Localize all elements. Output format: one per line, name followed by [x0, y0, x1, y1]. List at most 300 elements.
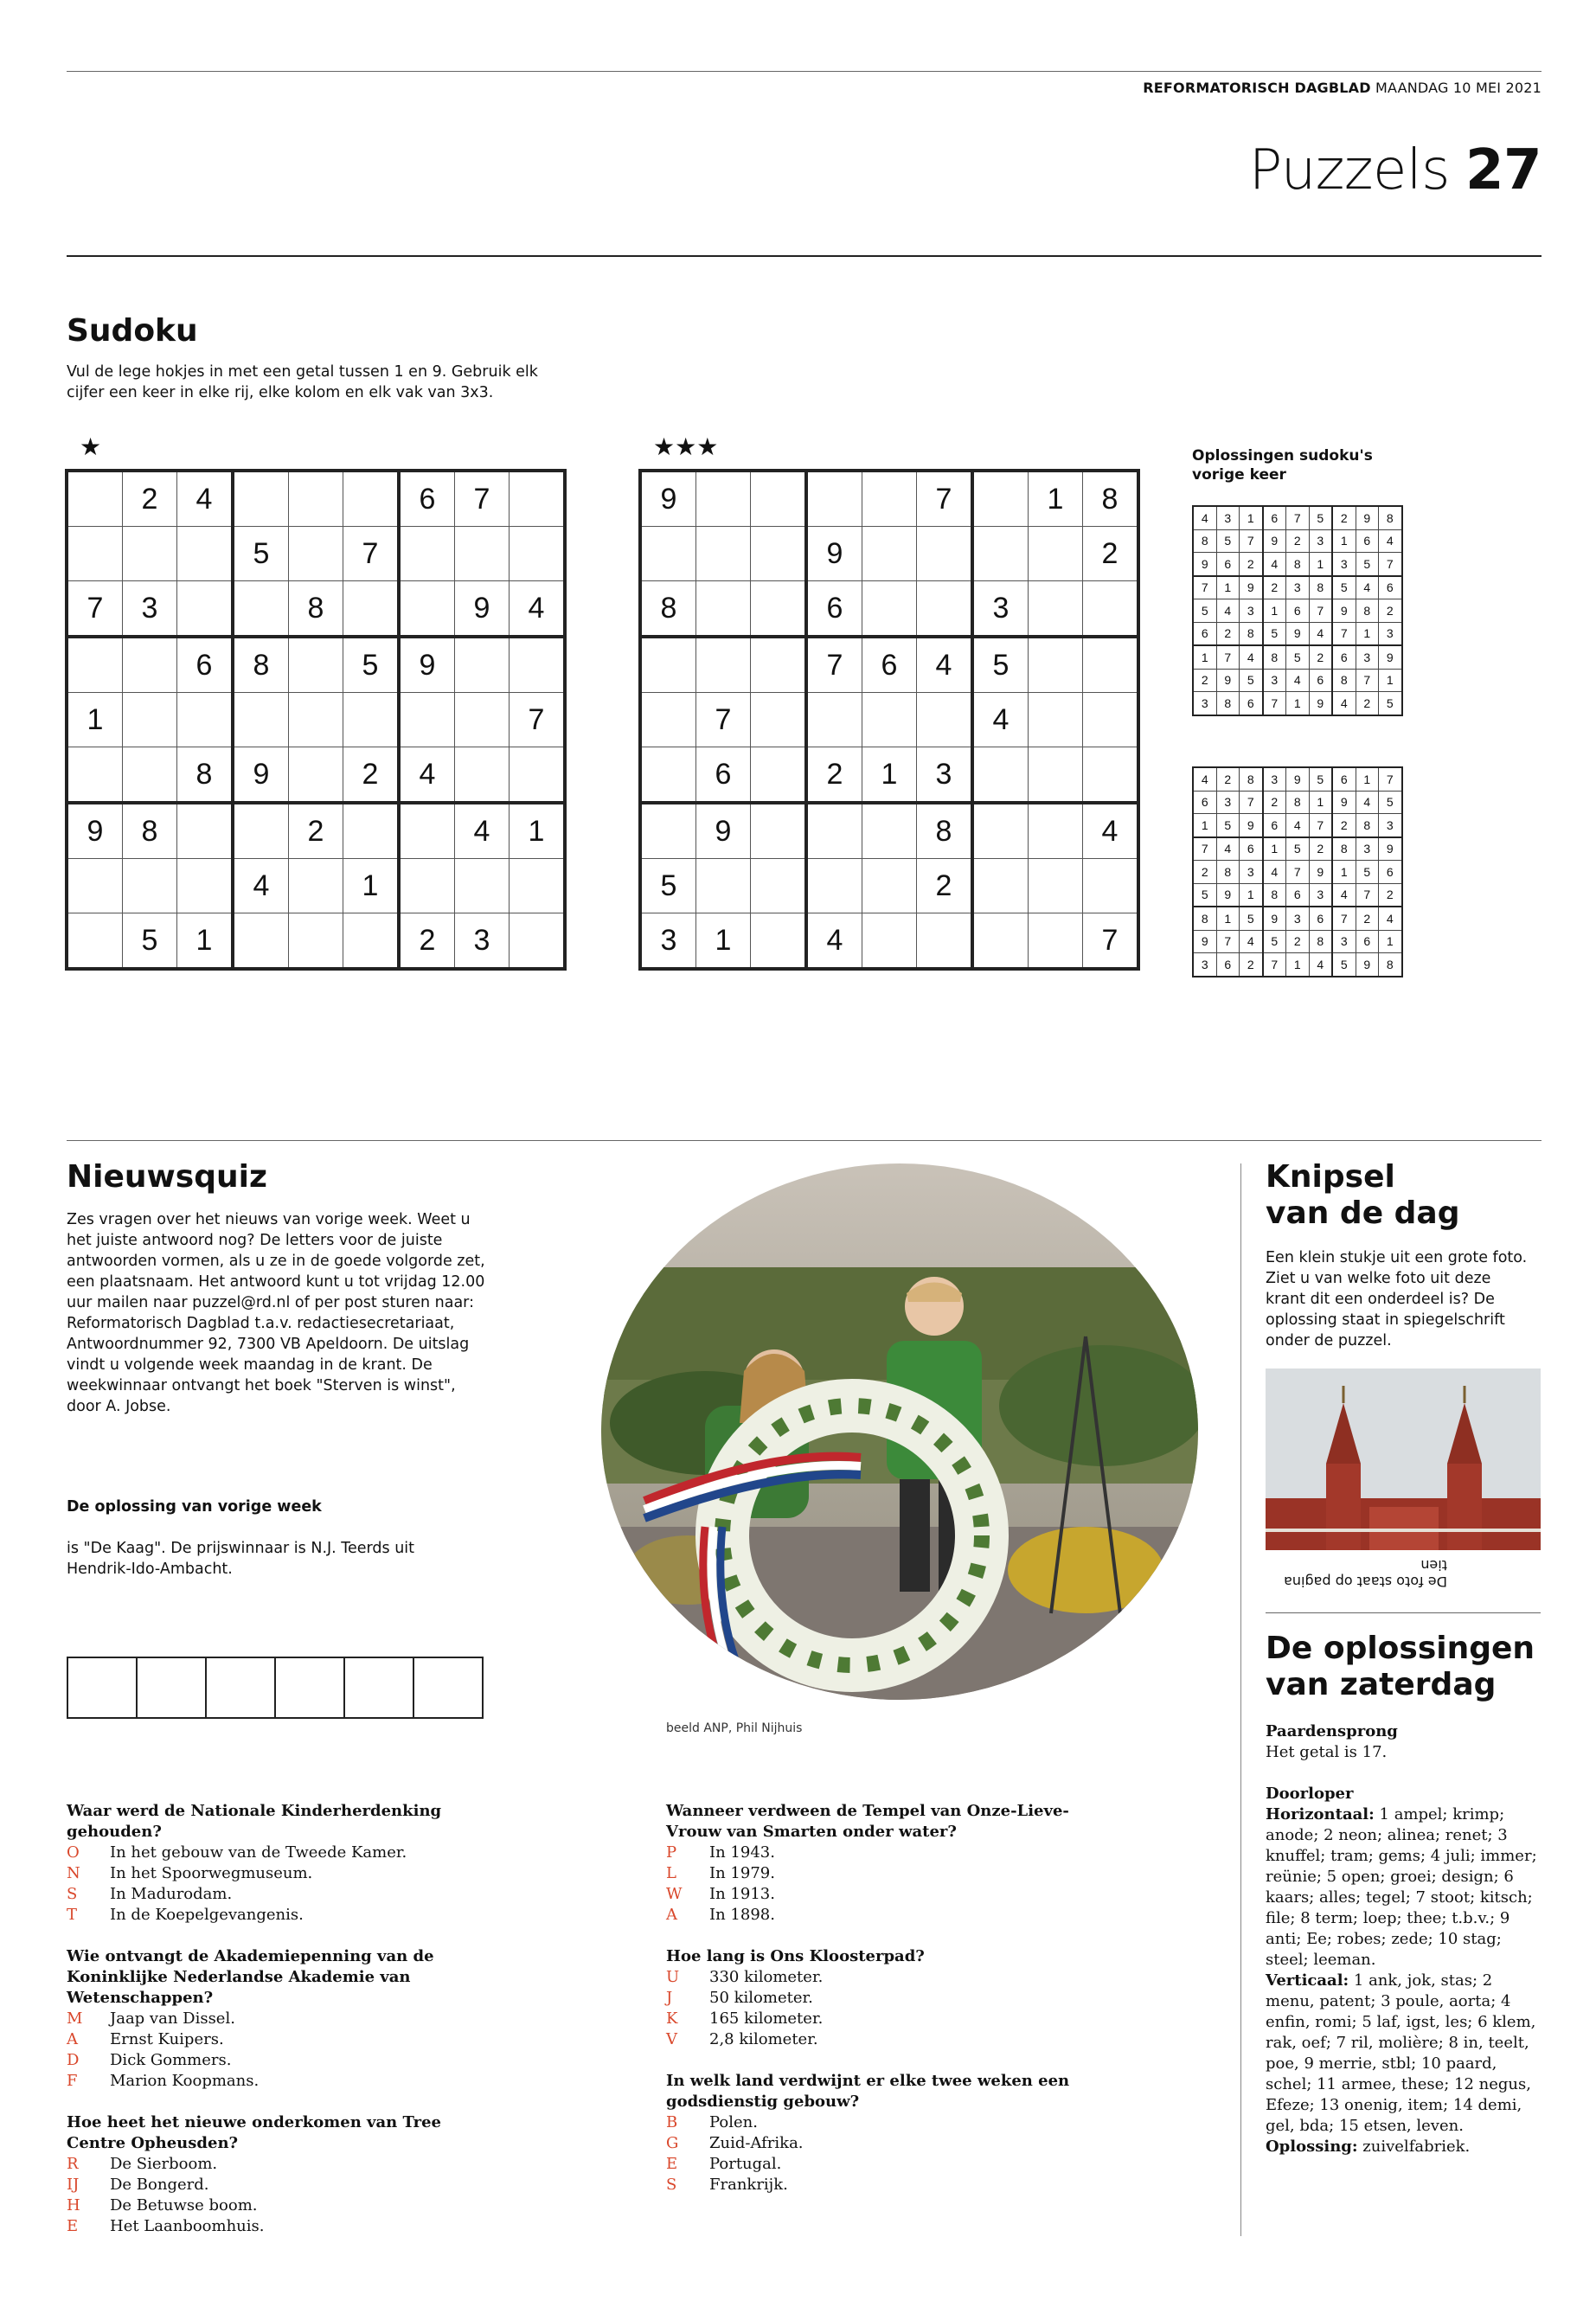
quiz-title: Nieuwsquiz [67, 1159, 267, 1195]
sudoku-cell[interactable] [67, 527, 123, 581]
sudoku-cell[interactable] [399, 581, 455, 638]
sudoku-cell[interactable]: 9 [399, 637, 455, 693]
solution-cell: 2 [1193, 669, 1216, 692]
sudoku-cell[interactable] [289, 527, 343, 581]
option-text: In 1913. [709, 1885, 775, 1903]
sudoku-cell[interactable]: 2 [917, 859, 973, 913]
solution-cell: 5 [1356, 861, 1379, 884]
solution-cell: 8 [1286, 553, 1310, 576]
answer-option [67, 1884, 490, 1905]
solution-cell: 8 [1240, 622, 1263, 645]
sudoku-cell[interactable]: 7 [455, 471, 510, 527]
sudoku-cell[interactable] [510, 471, 566, 527]
answer-option [666, 1905, 1073, 1926]
option-text: In Madurodam. [110, 1885, 233, 1903]
solution-cell: 2 [1309, 645, 1332, 669]
sudoku-cell[interactable] [696, 581, 751, 638]
solution-cell: 9 [1240, 576, 1263, 599]
sudoku-cell[interactable] [640, 693, 696, 747]
solution-cell: 7 [1309, 814, 1332, 837]
sudoku-cell[interactable] [751, 637, 807, 693]
sudoku-cell[interactable] [640, 637, 696, 693]
sudoku-cell[interactable] [1029, 803, 1083, 859]
solution-cell: 3 [1286, 907, 1310, 930]
sudoku-cell[interactable]: 3 [123, 581, 177, 638]
answer-box[interactable] [136, 1657, 207, 1719]
sudoku-cell[interactable]: 7 [1083, 913, 1139, 970]
sudoku-cell[interactable]: 2 [343, 747, 400, 804]
sudoku-cell[interactable] [510, 637, 566, 693]
solution-cell: 7 [1356, 669, 1379, 692]
sudoku-cell[interactable] [1029, 527, 1083, 581]
sudoku-cell[interactable] [289, 471, 343, 527]
solution-cell: 3 [1286, 576, 1310, 599]
sudoku-cell[interactable]: 1 [696, 913, 751, 970]
quiz-question [67, 1946, 490, 2092]
solution-cell: 7 [1216, 930, 1240, 953]
solution-cell: 8 [1263, 883, 1286, 907]
solution-cell: 1 [1216, 907, 1240, 930]
photo-wreath-children [601, 1163, 1198, 1700]
sudoku-cell[interactable] [455, 747, 510, 804]
sudoku-cell[interactable] [917, 581, 973, 638]
sudoku-cell[interactable]: 4 [972, 693, 1029, 747]
solution-cell: 5 [1332, 953, 1356, 977]
sudoku-cell[interactable]: 4 [510, 581, 566, 638]
solution-cell: 9 [1193, 553, 1216, 576]
sudoku-cell[interactable] [862, 471, 917, 527]
solution-cell: 2 [1356, 692, 1379, 715]
sudoku-cell[interactable] [343, 913, 400, 970]
sudoku-cell[interactable] [67, 913, 123, 970]
sudoku-cell[interactable]: 4 [917, 637, 973, 693]
sudoku-cell[interactable] [177, 581, 234, 638]
sudoku-cell[interactable] [289, 747, 343, 804]
solution-cell: 5 [1379, 692, 1402, 715]
knipsel-image [1266, 1368, 1541, 1550]
sudoku-cell[interactable] [972, 471, 1029, 527]
sudoku-cell[interactable]: 5 [640, 859, 696, 913]
sudoku-cell[interactable]: 8 [640, 581, 696, 638]
sudoku-cell[interactable] [917, 527, 973, 581]
sudoku-cell[interactable]: 5 [972, 637, 1029, 693]
option-text: In 1943. [709, 1843, 775, 1862]
answer-option [67, 2175, 490, 2195]
question-text: In welk land verdwijnt er elke twee weken een godsdienstig gebouw? [666, 2072, 1070, 2111]
solution-cell: 3 [1263, 669, 1286, 692]
sudoku-cell[interactable] [751, 693, 807, 747]
option-text: Ernst Kuipers. [110, 2030, 224, 2048]
solution-cell: 1 [1193, 645, 1216, 669]
answer-box[interactable] [67, 1657, 138, 1719]
questions-left-column [67, 1801, 490, 2258]
solution-cell: 5 [1309, 506, 1332, 529]
section-divider [67, 1140, 1542, 1141]
solution-cell: 2 [1379, 599, 1402, 623]
sudoku-cell[interactable]: 7 [696, 693, 751, 747]
option-text: De Bongerd. [110, 2176, 209, 2194]
option-text: Portugal. [709, 2155, 782, 2173]
sudoku-cell[interactable] [510, 913, 566, 970]
sudoku-cell[interactable]: 8 [233, 637, 289, 693]
sudoku-cell[interactable]: 9 [455, 581, 510, 638]
solution-cell: 9 [1286, 622, 1310, 645]
solution-cell: 1 [1379, 669, 1402, 692]
sudoku-cell[interactable]: 7 [806, 637, 862, 693]
sudoku-cell[interactable] [399, 803, 455, 859]
option-letter: B [666, 2113, 678, 2131]
sudoku-cell[interactable] [289, 637, 343, 693]
sudoku-cell[interactable]: 2 [123, 471, 177, 527]
sudoku-cell[interactable] [751, 527, 807, 581]
sudoku-cell[interactable] [862, 803, 917, 859]
option-letter: O [67, 1843, 80, 1862]
sudoku-cell[interactable]: 2 [1083, 527, 1139, 581]
option-letter: P [666, 1843, 677, 1862]
answer-option [666, 2029, 1073, 2050]
solution-cell: 2 [1332, 506, 1356, 529]
sudoku-cell[interactable] [972, 747, 1029, 804]
sudoku-cell[interactable] [123, 693, 177, 747]
sudoku-cell[interactable]: 8 [123, 803, 177, 859]
solution-cell: 4 [1240, 930, 1263, 953]
solution-cell: 2 [1240, 953, 1263, 977]
sudoku-cell[interactable] [455, 859, 510, 913]
sudoku-cell[interactable] [751, 581, 807, 638]
sudoku-cell[interactable] [640, 527, 696, 581]
solution-cell: 8 [1309, 930, 1332, 953]
answer-option [67, 2050, 490, 2071]
sudoku-cell[interactable] [806, 693, 862, 747]
answer-box[interactable] [413, 1657, 484, 1719]
sudoku-cell[interactable]: 9 [640, 471, 696, 527]
solution-cell: 6 [1332, 767, 1356, 791]
sudoku-cell[interactable] [1029, 747, 1083, 804]
sudoku-cell[interactable] [233, 913, 289, 970]
solution-cell: 1 [1332, 529, 1356, 553]
solution-cell: 1 [1356, 767, 1379, 791]
sudoku-cell[interactable]: 1 [67, 693, 123, 747]
solution-cell: 9 [1263, 529, 1286, 553]
sudoku-cell[interactable] [343, 581, 400, 638]
sudoku-cell[interactable] [1029, 693, 1083, 747]
solution-cell: 2 [1240, 553, 1263, 576]
solution-cell: 5 [1263, 930, 1286, 953]
sudoku-cell[interactable] [67, 471, 123, 527]
sudoku-cell[interactable]: 9 [696, 803, 751, 859]
solution-cell: 9 [1216, 669, 1240, 692]
solution-grid-1 [1192, 505, 1403, 716]
sudoku-cell[interactable] [806, 859, 862, 913]
solution-cell: 3 [1356, 645, 1379, 669]
sudoku-cell[interactable] [177, 693, 234, 747]
sudoku-cell[interactable]: 1 [177, 913, 234, 970]
sudoku-cell[interactable] [972, 803, 1029, 859]
sudoku-cell[interactable] [1029, 581, 1083, 638]
option-text: Jaap van Dissel. [110, 2009, 235, 2028]
questions-right-column [666, 1801, 1073, 2216]
sudoku-cell[interactable]: 6 [806, 581, 862, 638]
knipsel-title-line2: van de dag [1266, 1195, 1460, 1231]
solution-cell: 3 [1193, 953, 1216, 977]
solution-cell: 7 [1379, 553, 1402, 576]
sudoku-cell[interactable]: 6 [862, 637, 917, 693]
sudoku-cell[interactable] [1029, 637, 1083, 693]
sudoku-cell[interactable] [862, 581, 917, 638]
sudoku-cell[interactable] [67, 637, 123, 693]
section-name: Puzzels [1248, 138, 1450, 202]
sudoku-cell[interactable] [1029, 913, 1083, 970]
sudoku-cell[interactable]: 7 [510, 693, 566, 747]
sudoku-cell[interactable]: 4 [455, 803, 510, 859]
question-text: Wie ontvangt de Akademiepenning van de Koninklijke Nederlandse Akademie van Wetenschappen? [67, 1947, 434, 2007]
sudoku-cell[interactable] [696, 637, 751, 693]
sudoku-cell[interactable] [510, 527, 566, 581]
solution-cell: 8 [1309, 576, 1332, 599]
solution-cell: 1 [1332, 861, 1356, 884]
sudoku-cell[interactable]: 5 [233, 527, 289, 581]
sudoku-cell[interactable]: 9 [67, 803, 123, 859]
solution-cell: 2 [1263, 791, 1286, 814]
difficulty-stars-2: ★★★ [653, 433, 719, 461]
solution-cell: 6 [1240, 837, 1263, 861]
knipsel-text: Een klein stukje uit een grote foto. Ziet u van welke foto uit deze krant dit een onderdeel is? De oplossing staat in spiegelschrift onder de puzzel. [1266, 1249, 1528, 1349]
solution-cell: 5 [1240, 907, 1263, 930]
sudoku-cell[interactable] [917, 913, 973, 970]
option-text: 50 kilometer. [709, 1989, 813, 2007]
option-letter: J [666, 1989, 673, 2007]
sudoku-cell[interactable]: 8 [1083, 471, 1139, 527]
horizontal-label: Horizontaal: [1266, 1805, 1375, 1823]
solution-cell: 7 [1286, 861, 1310, 884]
sudoku-cell[interactable]: 6 [696, 747, 751, 804]
answer-option [67, 1863, 490, 1884]
sudoku-cell[interactable]: 4 [177, 471, 234, 527]
sudoku-cell[interactable] [233, 803, 289, 859]
sudoku-cell[interactable] [917, 693, 973, 747]
sudoku-cell[interactable]: 9 [806, 527, 862, 581]
sudoku-cell[interactable] [399, 527, 455, 581]
sudoku-cell[interactable]: 1 [862, 747, 917, 804]
sudoku-cell[interactable] [972, 913, 1029, 970]
masthead-paper: REFORMATORISCH DAGBLAD [1143, 80, 1371, 96]
sudoku-cell[interactable] [399, 693, 455, 747]
option-letter: A [666, 1906, 677, 1924]
sudoku-cell[interactable] [751, 859, 807, 913]
sudoku-cell[interactable] [862, 693, 917, 747]
sudoku-cell[interactable] [123, 859, 177, 913]
sudoku-cell[interactable]: 4 [806, 913, 862, 970]
sudoku-cell[interactable]: 2 [289, 803, 343, 859]
sudoku-cell[interactable]: 4 [399, 747, 455, 804]
sudoku-cell[interactable]: 8 [917, 803, 973, 859]
sudoku-cell[interactable] [751, 747, 807, 804]
sudoku-cell[interactable] [862, 913, 917, 970]
sudoku-cell[interactable] [972, 859, 1029, 913]
sudoku-cell[interactable] [455, 637, 510, 693]
sudoku-cell[interactable] [399, 859, 455, 913]
sudoku-cell[interactable] [862, 527, 917, 581]
sudoku-cell[interactable]: 8 [289, 581, 343, 638]
solution-cell: 1 [1379, 930, 1402, 953]
sudoku-cell[interactable] [233, 471, 289, 527]
solution-cell: 6 [1193, 622, 1216, 645]
sudoku-cell[interactable] [510, 747, 566, 804]
answer-box[interactable] [274, 1657, 345, 1719]
sudoku-cell[interactable] [751, 803, 807, 859]
sudoku-cell[interactable]: 1 [510, 803, 566, 859]
sudoku-cell[interactable] [1083, 747, 1139, 804]
sudoku-cell[interactable]: 2 [399, 913, 455, 970]
option-text: Het Laanboomhuis. [110, 2217, 265, 2235]
option-letter: A [67, 2030, 78, 2048]
option-letter: F [67, 2072, 78, 2090]
knipsel-title [1266, 1159, 1459, 1232]
sudoku-cell[interactable]: 8 [177, 747, 234, 804]
sudoku-cell[interactable] [696, 471, 751, 527]
sudoku-cell[interactable]: 5 [343, 637, 400, 693]
sudoku-cell[interactable] [510, 859, 566, 913]
quiz-question [67, 2112, 490, 2237]
sudoku-cell[interactable] [177, 803, 234, 859]
sudoku-cell[interactable] [751, 913, 807, 970]
question-text: Waar werd de Nationale Kinderherdenking gehouden? [67, 1802, 442, 1841]
solution-cell: 7 [1332, 907, 1356, 930]
sudoku-cell[interactable]: 6 [177, 637, 234, 693]
sudoku-cell[interactable] [806, 471, 862, 527]
sudoku-cell[interactable] [289, 913, 343, 970]
sudoku-cell[interactable]: 1 [1029, 471, 1083, 527]
sudoku-cell[interactable] [751, 471, 807, 527]
sudoku-cell[interactable]: 7 [67, 581, 123, 638]
sudoku-cell[interactable] [455, 693, 510, 747]
solution-cell: 6 [1216, 553, 1240, 576]
knipsel-towers-image [1266, 1368, 1541, 1550]
sudoku-cell[interactable] [343, 471, 400, 527]
solution-cell: 8 [1356, 599, 1379, 623]
option-text: In 1898. [709, 1906, 775, 1924]
section-title [1249, 138, 1542, 202]
sudoku-cell[interactable] [1029, 859, 1083, 913]
sudoku-cell[interactable] [640, 803, 696, 859]
solution-cell: 5 [1263, 622, 1286, 645]
answer-box[interactable] [205, 1657, 276, 1719]
solution-cell: 3 [1263, 767, 1286, 791]
answer-option [666, 2112, 1073, 2133]
sudoku-cell[interactable] [289, 859, 343, 913]
sudoku-cell[interactable]: 2 [806, 747, 862, 804]
sudoku-cell[interactable] [123, 527, 177, 581]
option-letter: R [67, 2155, 79, 2173]
sudoku-cell[interactable] [123, 637, 177, 693]
solution-cell: 4 [1356, 791, 1379, 814]
solution-cell: 1 [1309, 553, 1332, 576]
solution-cell: 3 [1332, 930, 1356, 953]
solution-cell: 1 [1356, 622, 1379, 645]
answer-option [67, 2029, 490, 2050]
option-letter: S [666, 2176, 677, 2194]
sudoku-cell[interactable]: 4 [1083, 803, 1139, 859]
sudoku-cell[interactable] [123, 747, 177, 804]
sudoku-cell[interactable] [177, 527, 234, 581]
sudoku-cell[interactable]: 1 [343, 859, 400, 913]
solution-cell: 3 [1379, 622, 1402, 645]
last-week-title: De oplossing van vorige week [67, 1498, 322, 1516]
solution-cell: 2 [1263, 576, 1286, 599]
sudoku-cell[interactable] [696, 527, 751, 581]
answer-box[interactable] [343, 1657, 414, 1719]
sudoku-cell[interactable] [1083, 637, 1139, 693]
option-text: In 1979. [709, 1864, 775, 1882]
sudoku-cell[interactable] [1083, 859, 1139, 913]
sudoku-cell[interactable]: 4 [233, 859, 289, 913]
sudoku-cell[interactable] [233, 581, 289, 638]
sudoku-cell[interactable] [177, 859, 234, 913]
answer-option [666, 2175, 1073, 2195]
option-text: Polen. [709, 2113, 758, 2131]
sudoku-cell[interactable] [806, 803, 862, 859]
vertical-text: 1 ank, jok, stas; 2 menu, patent; 3 poule, aorta; 4 enfin, romi; 5 laf, igst, les; 6 klem, rak, oef; 7 ril, molière; 8 in, teelt, poe, 9 merrie, stbl; 10 paard, schel; 11 armee, these; 12 negus, Efeze; 13 onenig, item; 14 demi, gel, bda; 15 etsen, leven. [1266, 1971, 1536, 2135]
solution-cell: 7 [1356, 883, 1379, 907]
paardensprong-title: Paardensprong [1266, 1722, 1398, 1740]
page-number: 27 [1465, 138, 1542, 202]
option-text: 2,8 kilometer. [709, 2030, 818, 2048]
sudoku-cell[interactable] [696, 859, 751, 913]
sudoku-cell[interactable] [343, 803, 400, 859]
solution-cell: 6 [1309, 669, 1332, 692]
option-letter: E [67, 2217, 79, 2235]
solution-cell: 5 [1356, 553, 1379, 576]
sudoku-cell[interactable]: 6 [399, 471, 455, 527]
solution-cell: 6 [1332, 645, 1356, 669]
solution-cell: 6 [1193, 791, 1216, 814]
sudoku-cell[interactable]: 9 [233, 747, 289, 804]
quiz-question [666, 1801, 1073, 1926]
solution-cell: 3 [1216, 791, 1240, 814]
sudoku-cell[interactable] [343, 693, 400, 747]
sudoku-cell[interactable] [67, 859, 123, 913]
option-letter: D [67, 2051, 80, 2069]
sudoku-cell[interactable]: 7 [917, 471, 973, 527]
solution-cell: 3 [1193, 692, 1216, 715]
option-letter: S [67, 1885, 78, 1903]
sudoku-cell[interactable] [1083, 693, 1139, 747]
solution-cell: 6 [1263, 506, 1286, 529]
solution-cell: 8 [1379, 953, 1402, 977]
sudoku-cell[interactable] [972, 527, 1029, 581]
sudoku-cell[interactable] [289, 693, 343, 747]
sudoku-cell[interactable] [1083, 581, 1139, 638]
sudoku-cell[interactable]: 3 [640, 913, 696, 970]
sudoku-cell[interactable] [862, 859, 917, 913]
solution-cell: 1 [1309, 791, 1332, 814]
sudoku-cell[interactable]: 3 [972, 581, 1029, 638]
sudoku-cell[interactable]: 3 [917, 747, 973, 804]
sudoku-cell[interactable]: 3 [455, 913, 510, 970]
solution-cell: 8 [1332, 837, 1356, 861]
solution-cell: 4 [1332, 883, 1356, 907]
sudoku-cell[interactable] [455, 527, 510, 581]
solution-cell: 4 [1356, 576, 1379, 599]
sudoku-cell[interactable]: 7 [343, 527, 400, 581]
sudoku-cell[interactable] [640, 747, 696, 804]
sudoku-cell[interactable] [233, 693, 289, 747]
sudoku-cell[interactable] [67, 747, 123, 804]
answer-option [67, 2195, 490, 2216]
sudoku-cell[interactable]: 5 [123, 913, 177, 970]
solutions-title: Oplossingen sudoku's vorige keer [1192, 447, 1373, 484]
sudoku-intro: Vul de lege hokjes in met een getal tussen 1 en 9. Gebruik elk cijfer een keer in elke rij, elke kolom en elk vak van 3x3. [67, 363, 538, 401]
